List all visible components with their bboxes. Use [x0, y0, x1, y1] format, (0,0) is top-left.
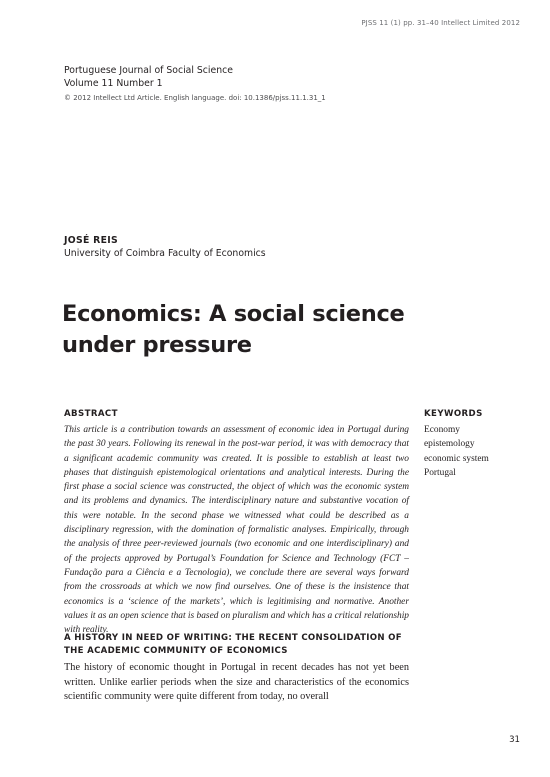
author-block: [64, 234, 266, 260]
page-number: 31: [509, 735, 520, 745]
keyword-item: Economy: [424, 425, 460, 435]
keywords-heading: KEYWORDS: [424, 409, 483, 419]
keyword-item: epistemology: [424, 439, 475, 450]
running-header: PJSS 11 (1) pp. 31–40 Intellect Limited 2012: [361, 19, 520, 27]
keyword-item: economic system: [424, 453, 489, 464]
keyword-item: Portugal: [424, 467, 456, 478]
keywords-list: [424, 423, 534, 480]
journal-volume: Volume 11 Number 1: [64, 78, 163, 89]
abstract-heading: ABSTRACT: [64, 409, 118, 419]
author-affiliation: University of Coimbra Faculty of Economics: [64, 248, 266, 259]
author-name: JOSÉ REIS: [64, 235, 119, 246]
journal-info: [64, 64, 326, 105]
body-paragraph: The history of economic thought in Portugal in recent decades has not yet been written. Unlike earlier periods when the size and characteristics of the economics scientific community were quite different from today, no overall: [64, 662, 409, 703]
journal-meta: © 2012 Intellect Ltd Article. English language. doi: 10.1386/pjss.11.1.31_1: [64, 94, 326, 102]
section-heading: A HISTORY IN NEED OF WRITING: THE RECENT CONSOLIDATION OF THE ACADEMIC COMMUNITY OF ECONOMICS: [64, 633, 402, 656]
article-title: Economics: A social science under pressure: [62, 301, 405, 358]
journal-name: Portuguese Journal of Social Science: [64, 65, 233, 76]
abstract-text: This article is a contribution towards an assessment of economic idea in Portugal during the past 30 years. Following its renewal in the post-war period, it was with democracy that a significant academic community was created. It is possible to establish at least two phases that distinguish epistemological orientations and analytical interests. During the first phase a social science was constructed, the object of which was the economic system and its problems and dynamics. The interdisciplinary nature and substantive vocation of this were notable. In the second phase we witnessed what could be described as a disciplinary regression, with the domination of formalistic analyses. Empirically, through the analysis of three peer-reviewed journals (two economic and one interdisciplinary) and of the projects approved by Portugal’s Foundation for Science and Technology (FCT – Fundação para a Ciência e a Tecnologia), we conclude there are several ways forward from the crossroads at which we now find ourselves. One of these is the insistence that economics is a ‘science of the markets’, which is legitimising and normative. Another values it as an open science that is based on pluralism and which has a critical relationship with reality.: [64, 425, 409, 636]
